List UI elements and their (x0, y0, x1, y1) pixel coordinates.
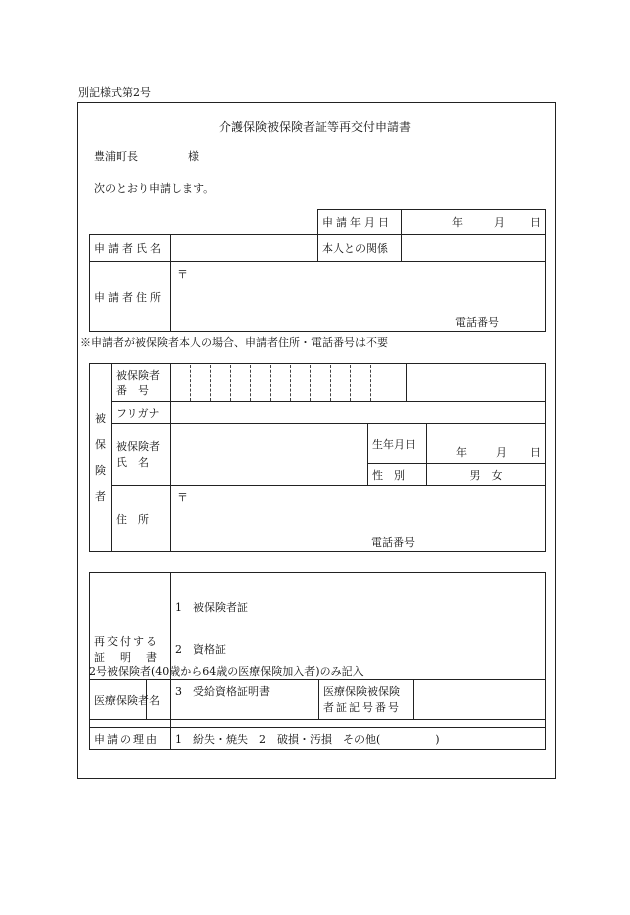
medical-number-label: 医療保険被保険 者証記号番号 (319, 680, 414, 720)
birth-month-unit: 月 (496, 445, 508, 459)
medical-insurer-field[interactable] (147, 680, 319, 720)
month-unit: 月 (494, 216, 505, 229)
page-title: 介護保険被保険者証等再交付申請書 (218, 120, 411, 134)
insured-postal-mark: 〒 (177, 491, 188, 504)
doc-option-3[interactable]: 3 受給資格証明書 (175, 685, 270, 698)
addressee: 豊浦町長 (94, 150, 138, 163)
insured-name-field[interactable] (171, 424, 368, 486)
birth-date-label: 生年月日 (368, 424, 427, 464)
reason-options[interactable]: 1 紛失・焼失 2 破損・汚損 その他( ) (171, 728, 546, 750)
phone-label: 電話番号 (455, 316, 499, 329)
medical-number-field[interactable] (414, 680, 546, 720)
reissue-table (89, 572, 546, 750)
medical-table (89, 679, 546, 720)
applicant-address-label: 申請者住所 (90, 262, 171, 332)
applicant-address-field[interactable] (171, 262, 546, 332)
year-unit: 年 (452, 216, 463, 229)
insured-table (89, 363, 546, 552)
relation-field[interactable] (402, 235, 546, 262)
reissue-doc-label: 再交付する 証 明 書 (90, 573, 171, 728)
birth-day-unit: 日 (530, 445, 542, 459)
applicant-note: ※申請者が被保険者本人の場合、申請者住所・電話番号は不要 (80, 336, 388, 349)
furigana-field[interactable] (171, 402, 546, 424)
birth-date-field[interactable] (427, 424, 546, 464)
insured-address-field[interactable] (171, 486, 546, 552)
application-date-field[interactable] (402, 210, 546, 235)
insured-number-label: 被保険者 番 号 (112, 364, 171, 402)
relation-label: 本人との関係 (318, 235, 402, 262)
postal-mark: 〒 (177, 268, 188, 281)
doc-option-1[interactable]: 1 被保険者証 (175, 601, 248, 614)
intro-text: 次のとおり申請します。 (94, 182, 215, 195)
insured-address-label: 住 所 (112, 486, 171, 552)
applicant-table (89, 209, 546, 332)
day-unit: 日 (530, 216, 541, 229)
insured-name-label: 被保険者 氏 名 (112, 424, 171, 486)
applicant-name-label: 申請者氏名 (90, 235, 171, 262)
doc-option-2[interactable]: 2 資格証 (175, 643, 226, 656)
reason-label: 申請の理由 (90, 728, 171, 750)
sex-field[interactable]: 男 女 (427, 464, 546, 486)
insured-side-label: 被 保 険 者 (90, 364, 112, 552)
form-number: 別記様式第2号 (78, 86, 151, 99)
sex-label: 性 別 (368, 464, 427, 486)
second-insured-note: 2号被保険者(40歳から64歳の医療保険加入者)のみ記入 (89, 665, 364, 678)
birth-year-unit: 年 (456, 445, 468, 459)
furigana-label: フリガナ (112, 402, 171, 424)
medical-insurer-label: 医療保険者名 (90, 680, 147, 720)
insured-number-field[interactable] (171, 364, 407, 402)
application-date-label: 申請年月日 (318, 210, 402, 235)
honorific: 様 (188, 150, 199, 163)
insured-phone-label: 電話番号 (371, 536, 415, 549)
applicant-name-field[interactable] (171, 235, 318, 262)
